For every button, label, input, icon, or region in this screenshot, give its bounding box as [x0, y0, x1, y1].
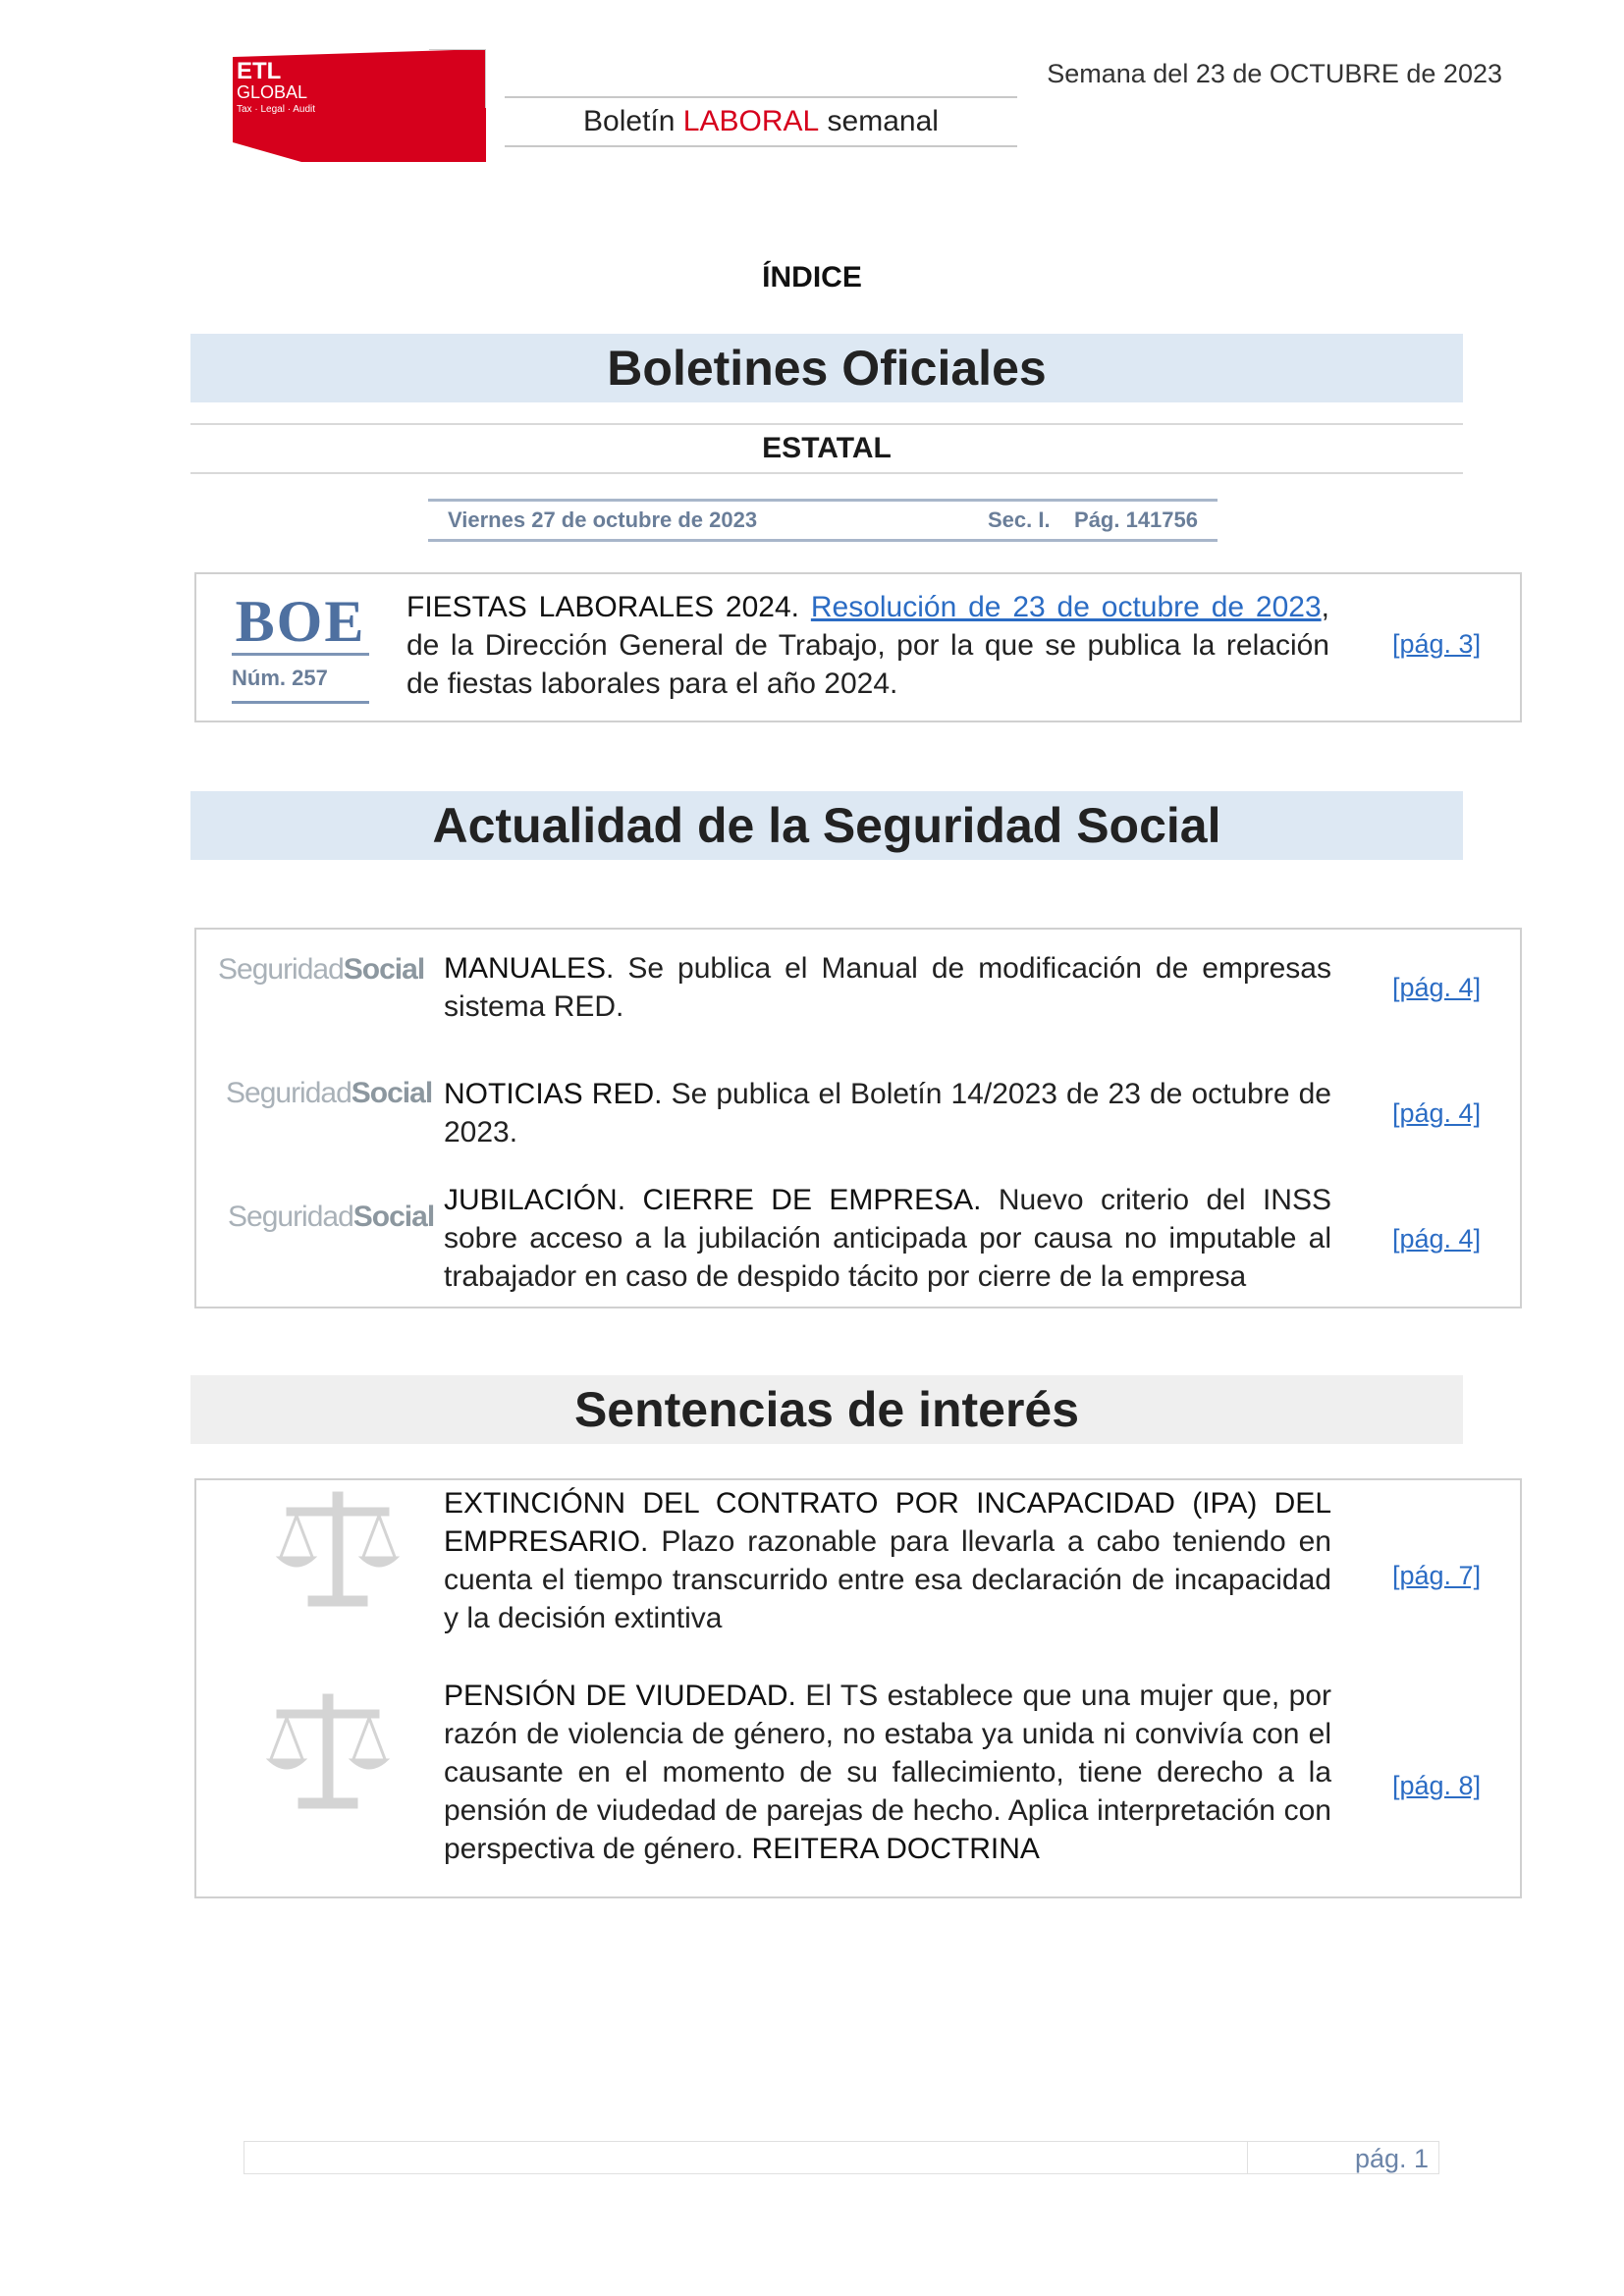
seguridad-social-logo [226, 1077, 432, 1110]
entry-body: , de la Dirección General de Trabajo, por la que se publica la relación de fiestas laborales para el año 2024. [406, 591, 1329, 700]
ss-entry-head: MANUALES. [444, 952, 615, 985]
etl-global-logo [233, 49, 486, 162]
seguridad-entries-box [194, 928, 1522, 1308]
boe-entry-box [194, 572, 1522, 722]
ss-logo-bold: Social [343, 953, 425, 986]
ss-entry [444, 1075, 1331, 1151]
bulletin-prefix: Boletín [583, 105, 676, 137]
subsection-estatal: ESTATAL [190, 423, 1463, 474]
ss-logo-bold: Social [352, 1201, 435, 1233]
boe-logo [232, 590, 369, 708]
ss-entry-body: Nuevo criterio del INSS sobre acceso a la jubilación anticipada por causa no imputable al trabajador en caso de despido tácito por cierre de la empresa [444, 1184, 1331, 1293]
ss-logo-bold: Social [351, 1077, 433, 1109]
page-link[interactable]: [pág. 4] [1392, 1224, 1482, 1254]
sentencia-body: El TS establece que una mujer que, por razón de violencia de género, no estaba ya unida ni convivía con el causante en el momento de su fallecimiento, tiene derecho a la pensión de viudedad de parejas de hecho. Aplica interpretación con perspectiva de género. [444, 1680, 1331, 1865]
week-label: Semana del 23 de OCTUBRE de 2023 [1047, 59, 1502, 88]
sentencia-head: EXTINCIÓNN DEL CONTRATO POR INCAPACIDAD (IPA) DEL EMPRESARIO. [444, 1487, 1331, 1558]
section-title-sentencias: Sentencias de interés [190, 1375, 1463, 1444]
section-title-seguridad: Actualidad de la Seguridad Social [190, 791, 1463, 860]
scale-of-justice-icon [269, 1486, 406, 1619]
seguridad-social-logo [228, 1201, 434, 1234]
index-title: ÍNDICE [762, 261, 862, 294]
bulletin-suffix: semanal [827, 105, 939, 137]
ss-entry-body: Se publica el Boletín 14/2023 de 23 de octubre de 2023. [444, 1078, 1331, 1148]
ss-entry [444, 949, 1331, 1026]
resolution-link[interactable]: Resolución de 23 de octubre de 2023 [810, 591, 1322, 623]
boe-header [428, 499, 1218, 542]
logo-line2: GLOBAL [237, 82, 308, 102]
sentencia-body: Plazo razonable para llevarla a cabo teniendo en cuenta el tiempo transcurrido entre esa declaración de incapacidad y la decisión extintiva [444, 1525, 1331, 1634]
bulletin-highlight: LABORAL [682, 105, 820, 137]
page-link[interactable]: [pág. 8] [1392, 1771, 1482, 1800]
footer-box [244, 2141, 1439, 2174]
ss-entry-body: Se publica el Manual de modificación de empresas sistema RED. [444, 952, 1331, 1023]
boe-logo-text: BOE [235, 588, 366, 654]
ss-entry-head: JUBILACIÓN. CIERRE DE EMPRESA. [444, 1184, 982, 1216]
page-link[interactable]: [pág. 4] [1392, 973, 1482, 1002]
footer-page-number: pág. 1 [1355, 2144, 1430, 2173]
boe-date: Viernes 27 de octubre de 2023 [448, 507, 758, 532]
sentencia-tail: REITERA DOCTRINA [751, 1833, 1040, 1865]
ss-entry [444, 1181, 1331, 1296]
logo-line3: Tax · Legal · Audit [237, 104, 316, 115]
page-link[interactable]: [pág. 7] [1392, 1561, 1482, 1590]
sentencia-entry [444, 1677, 1331, 1868]
section-title-boletines: Boletines Oficiales [190, 334, 1463, 402]
boe-sec: Sec. I. [987, 507, 1051, 532]
ss-logo-light: Seguridad [218, 953, 344, 986]
page-link[interactable]: [pág. 3] [1392, 629, 1482, 659]
boe-page: Pág. 141756 [1074, 507, 1198, 532]
boe-num: Núm. 257 [232, 666, 369, 704]
ss-logo-light: Seguridad [228, 1201, 353, 1233]
entry-head: FIESTAS LABORALES 2024. [406, 591, 799, 623]
boe-sec-page [988, 507, 1198, 533]
footer-divider [1247, 2141, 1248, 2174]
sentencias-entries-box [194, 1478, 1522, 1898]
ss-logo-light: Seguridad [226, 1077, 352, 1109]
sentencia-entry [444, 1484, 1331, 1637]
seguridad-social-logo [218, 953, 424, 987]
sentencia-head: PENSIÓN DE VIUDEDAD. [444, 1680, 796, 1712]
scale-of-justice-icon [259, 1688, 397, 1821]
ss-entry-head: NOTICIAS RED. [444, 1078, 663, 1110]
page-link[interactable]: [pág. 4] [1392, 1098, 1482, 1128]
boe-entry-text [406, 588, 1329, 703]
logo-line1: ETL [237, 58, 282, 84]
bulletin-title [505, 96, 1017, 147]
